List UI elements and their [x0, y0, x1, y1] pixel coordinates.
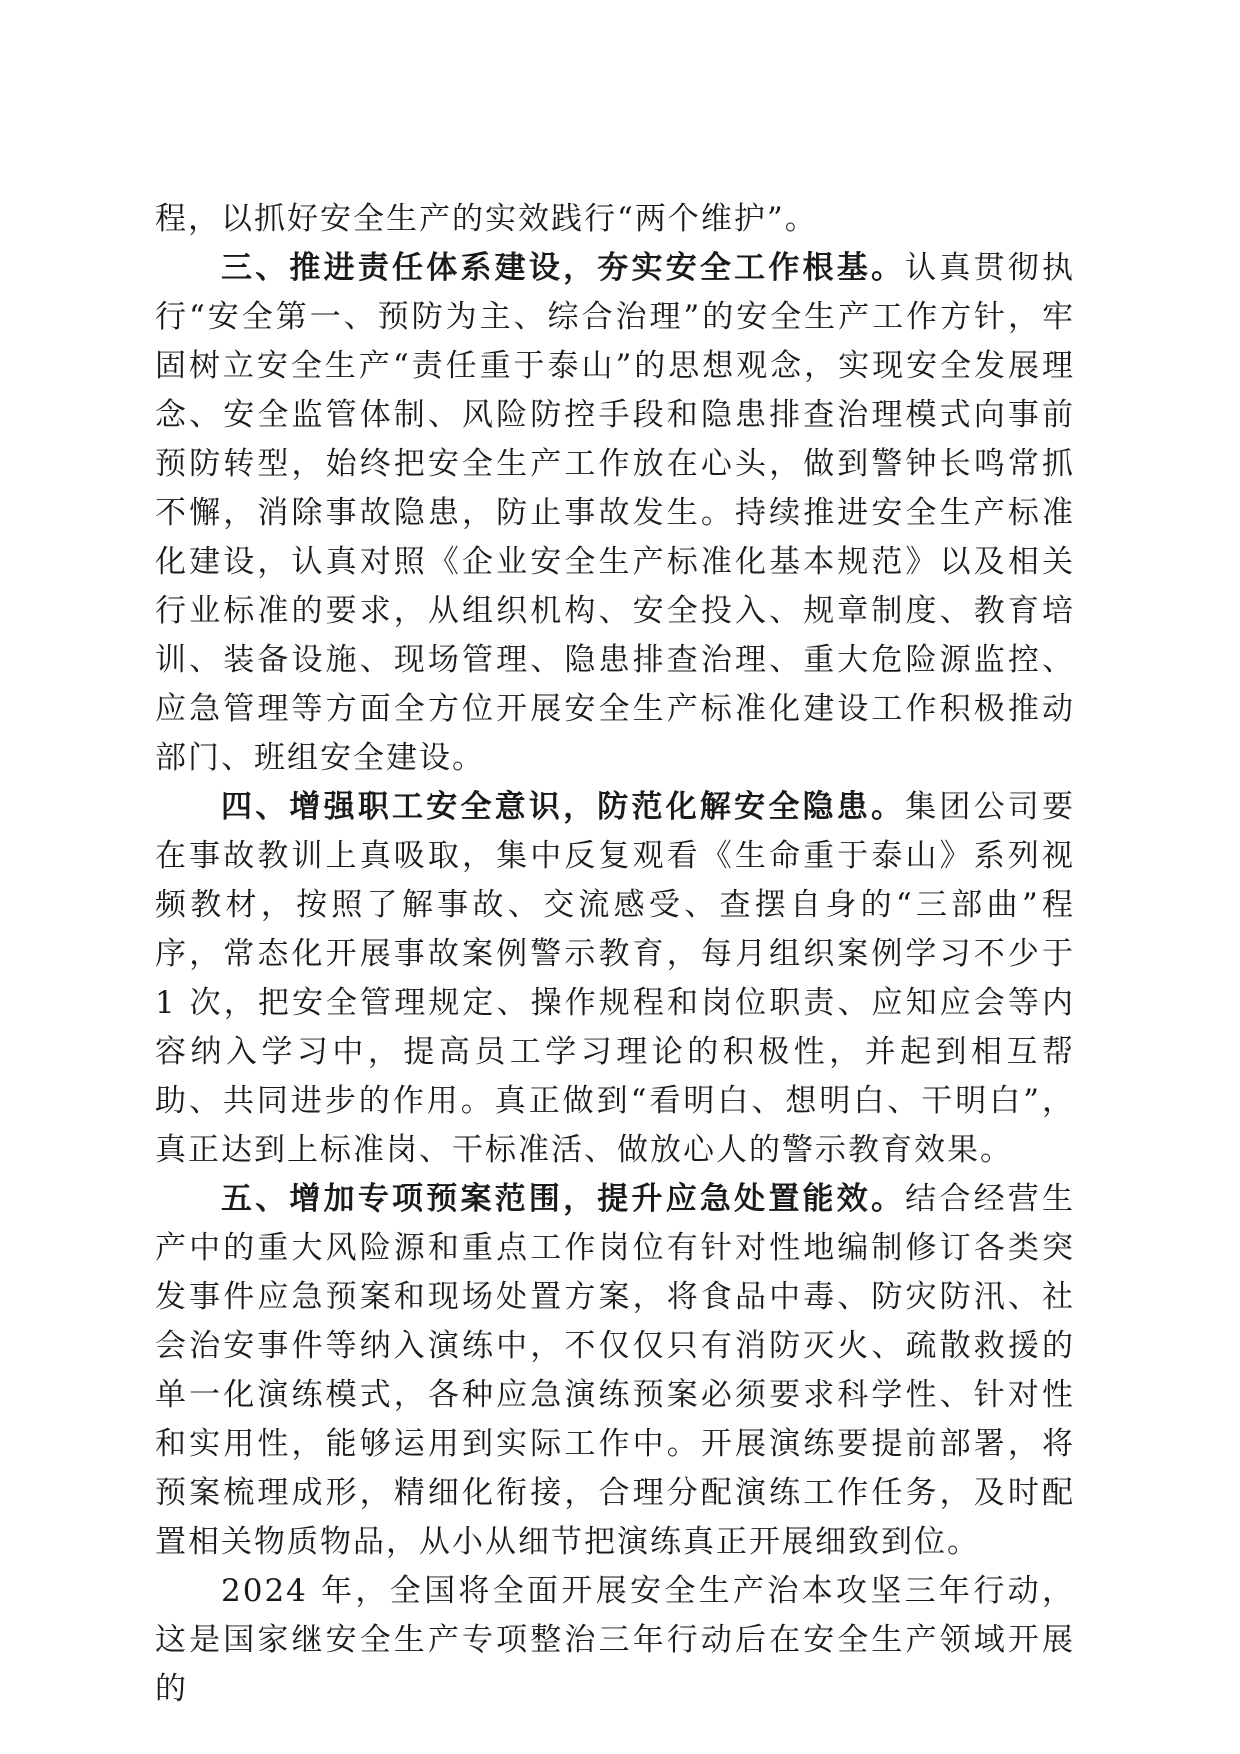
section-heading: 五、增加专项预案范围，提升应急处置能效。	[221, 1181, 906, 1217]
paragraph-body: 结合经营生产中的重大风险源和重点工作岗位有针对性地编制修订各类突发事件应急预案和现场处置方案，将食品中毒、防灾防汛、社会治安事件等纳入演练中，不仅仅只有消防灭火、疏散救援的单一化演练模式，各种应急演练预案必须要求科学性、针对性和实用性，能够运用到实际工作中。开展演练要提前部署，将预案梳理成形，精细化衔接，合理分配演练工作任务，及时配置相关物质物品，从小从细节把演练真正开展细致到位。	[155, 1181, 1076, 1560]
paragraph-body: 集团公司要在事故教训上真吸取，集中反复观看《生命重于泰山》系列视频教材，按照了解事故、交流感受、查摆自身的“三部曲”程序，常态化开展事故案例警示教育，每月组织案例学习不少于 1 次，把安全管理规定、操作规程和岗位职责、应知应会等内容纳入学习中，提高员工学习理论的积极性，并起到相互帮助、共同进步的作用。真正做到“看明白、想明白、干明白”，真正达到上标准岗、干标准活、做放心人的警示教育效果。	[155, 789, 1076, 1168]
paragraph-section-4	[155, 783, 1075, 1175]
paragraph-section-3	[155, 244, 1075, 783]
paragraph-body: 2024 年，全国将全面开展安全生产治本攻坚三年行动，这是国家继安全生产专项整治三年行动后在安全生产领域开展的	[155, 1573, 1075, 1707]
paragraph-continuation	[155, 195, 1075, 244]
paragraph-section-5	[155, 1175, 1075, 1567]
section-heading: 三、推进责任体系建设，夯实安全工作根基。	[221, 250, 906, 286]
document-body	[155, 195, 1075, 1714]
section-heading: 四、增强职工安全意识，防范化解安全隐患。	[221, 789, 906, 825]
paragraph-2024-outlook	[155, 1567, 1075, 1714]
paragraph-body: 程，以抓好安全生产的实效践行“两个维护”。	[155, 201, 818, 237]
paragraph-body: 认真贯彻执行“安全第一、预防为主、综合治理”的安全生产工作方针，牢固树立安全生产“责任重于泰山”的思想观念，实现安全发展理念、安全监管体制、风险防控手段和隐患排查治理模式向事前预防转型，始终把安全生产工作放在心头，做到警钟长鸣常抓不懈，消除事故隐患，防止事故发生。持续推进安全生产标准化建设，认真对照《企业安全生产标准化基本规范》以及相关行业标准的要求，从组织机构、安全投入、规章制度、教育培训、装备设施、现场管理、隐患排查治理、重大危险源监控、应急管理等方面全方位开展安全生产标准化建设工作积极推动部门、班组安全建设。	[155, 250, 1076, 776]
